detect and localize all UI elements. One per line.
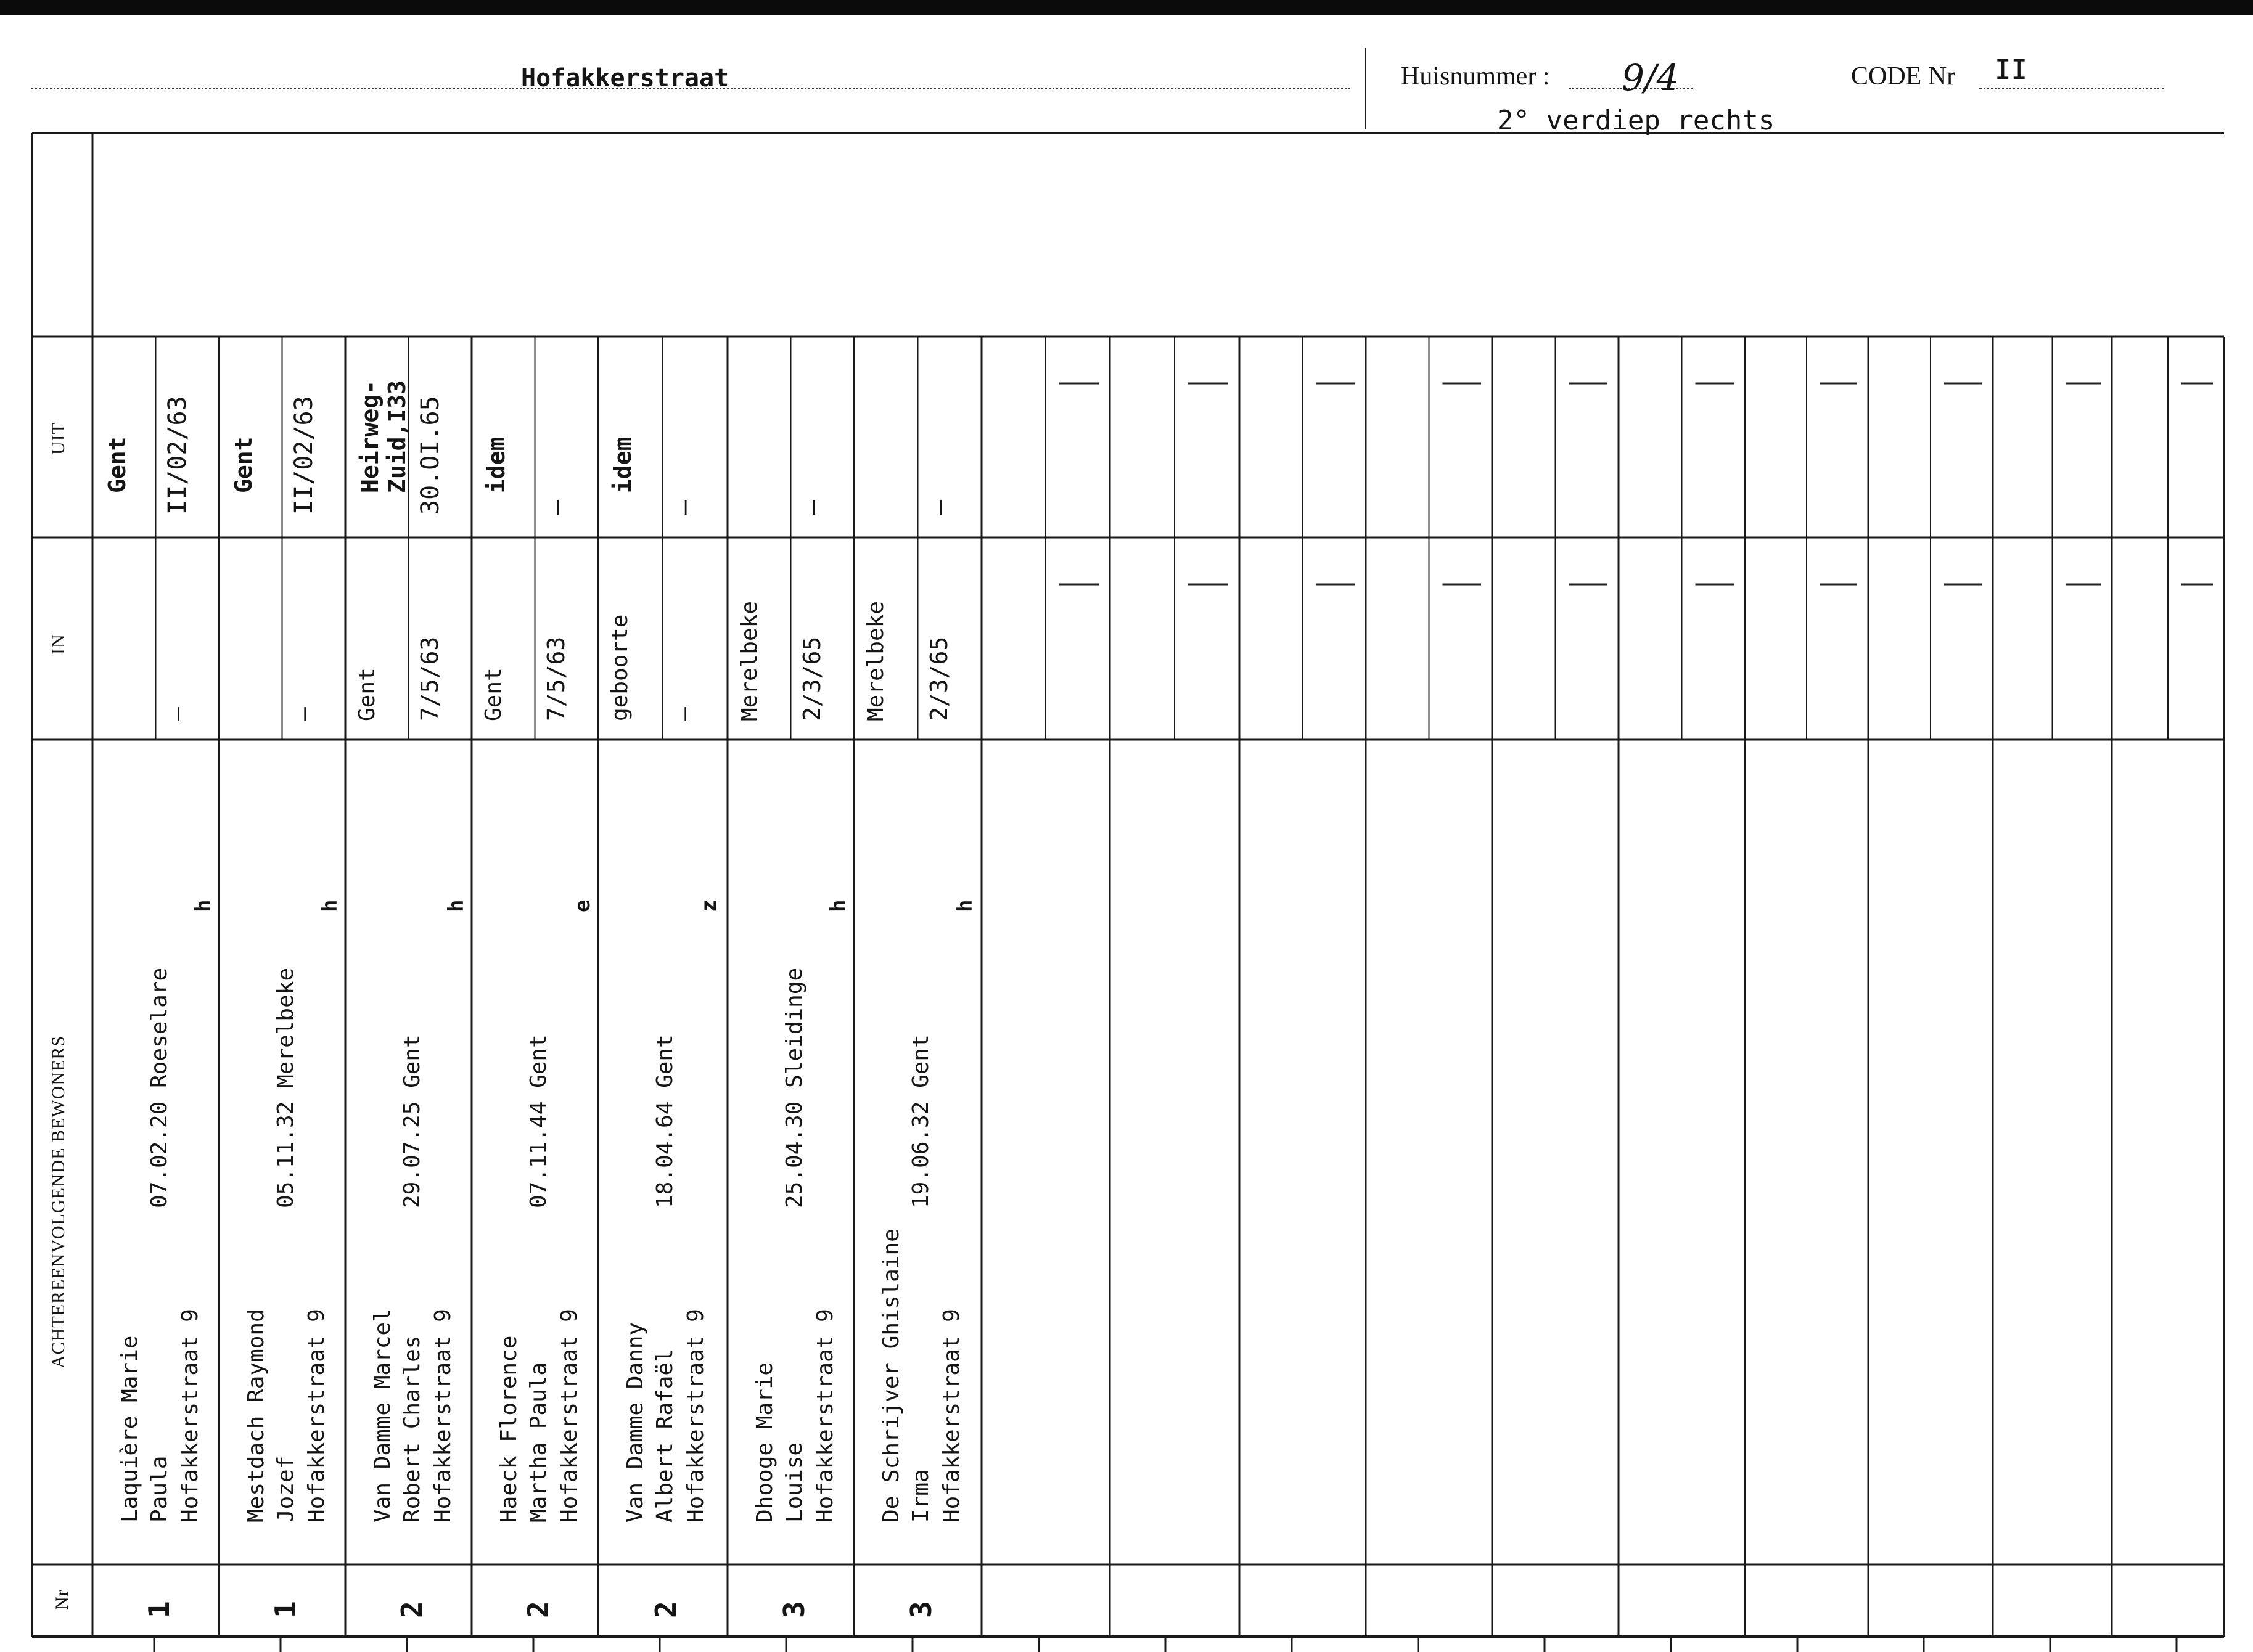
in-date: 2/3/65 [925, 636, 953, 721]
in-place: geboorte [607, 614, 633, 721]
resident-name: Laquière Marie [117, 1335, 142, 1523]
resident-name: Haeck Florence [496, 1335, 522, 1523]
in-date: — [163, 707, 191, 721]
resident-address: Hofakkerstraat 9 [683, 1309, 708, 1523]
status-code: h [953, 899, 977, 912]
in-date: — [289, 707, 317, 721]
in-date: 7/5/63 [416, 636, 443, 721]
resident-name: Van Damme Marcel [370, 1309, 395, 1523]
record-number: 3 [904, 1601, 938, 1618]
status-code: h [318, 899, 342, 912]
resident-name: Van Damme Danny [623, 1322, 648, 1523]
house-number-label: Huisnummer : [1401, 62, 1550, 91]
resident-given-names: Albert Rafaël [652, 1349, 678, 1523]
street-name: Hofakkerstraat [521, 64, 729, 92]
status-code: h [826, 899, 851, 912]
status-code: h [444, 899, 469, 912]
uit-column-title: UIT [48, 422, 68, 455]
birth-date-place: 25.04.30 Sleidinge [782, 967, 807, 1208]
resident-address: Hofakkerstraat 9 [813, 1309, 838, 1523]
resident-address: Hofakkerstraat 9 [939, 1309, 964, 1523]
resident-address: Hofakkerstraat 9 [304, 1309, 329, 1523]
birth-date-place: 18.04.64 Gent [652, 1034, 678, 1208]
uit-date: — [670, 499, 699, 515]
uit-place: Gent [104, 436, 131, 493]
nr-column-title: Nr [52, 1589, 72, 1610]
house-number-value: 9/4 [1622, 57, 1680, 99]
record-number: 2 [521, 1601, 555, 1618]
uit-date: — [542, 499, 571, 515]
resident-address: Hofakkerstraat 9 [557, 1309, 582, 1523]
resident-given-names: Irma [908, 1469, 934, 1523]
resident-given-names: Paula [147, 1455, 172, 1523]
birth-date-place: 07.02.20 Roeselare [147, 967, 172, 1208]
floor-note: 2° verdiep rechts [1497, 105, 1775, 136]
code-label: CODE Nr [1851, 62, 1956, 91]
resident-address: Hofakkerstraat 9 [430, 1309, 456, 1523]
in-place: Merelbeke [737, 600, 762, 721]
birth-date-place: 07.11.44 Gent [526, 1034, 551, 1208]
uit-place: idem [483, 436, 510, 493]
record-number: 1 [142, 1601, 176, 1618]
residents-column-title: ACHTEREENVOLGENDE BEWONERS [48, 1035, 68, 1368]
in-date: 7/5/63 [542, 636, 570, 721]
uit-date: II/02/63 [289, 396, 318, 515]
in-place: Merelbeke [863, 600, 888, 721]
birth-date-place: 29.07.25 Gent [400, 1034, 425, 1208]
in-date: — [670, 707, 697, 721]
resident-name: De Schrijver Ghislaine [879, 1229, 904, 1523]
in-place: Gent [355, 668, 380, 721]
record-number: 2 [649, 1601, 683, 1618]
resident-given-names: Robert Charles [400, 1335, 425, 1523]
birth-date-place: 19.06.32 Gent [908, 1034, 934, 1208]
record-number: 3 [777, 1601, 811, 1618]
record-number: 2 [395, 1601, 429, 1618]
code-value: II [1995, 54, 2027, 86]
resident-address: Hofakkerstraat 9 [178, 1309, 203, 1523]
uit-date: — [798, 499, 827, 515]
uit-date: 30.OI.65 [416, 396, 445, 515]
resident-given-names: Jozef [273, 1455, 298, 1523]
in-date: 2/3/65 [798, 636, 826, 721]
uit-place: Gent [230, 436, 257, 493]
status-code: e [570, 899, 595, 912]
in-place: Gent [481, 668, 506, 721]
birth-date-place: 05.11.32 Merelbeke [273, 967, 298, 1208]
uit-place: Heirweg- Zuid,I33 [356, 380, 411, 493]
record-number: 1 [268, 1601, 302, 1618]
in-column-title: IN [48, 634, 68, 655]
uit-date: — [925, 499, 954, 515]
resident-given-names: Louise [782, 1442, 807, 1523]
resident-name: Mestdach Raymond [244, 1309, 269, 1523]
resident-given-names: Martha Paula [526, 1362, 551, 1523]
uit-place: idem [609, 436, 636, 493]
status-code: z [697, 899, 721, 912]
resident-name: Dhooge Marie [752, 1362, 778, 1523]
uit-date: II/02/63 [163, 396, 192, 515]
status-code: h [191, 899, 216, 912]
